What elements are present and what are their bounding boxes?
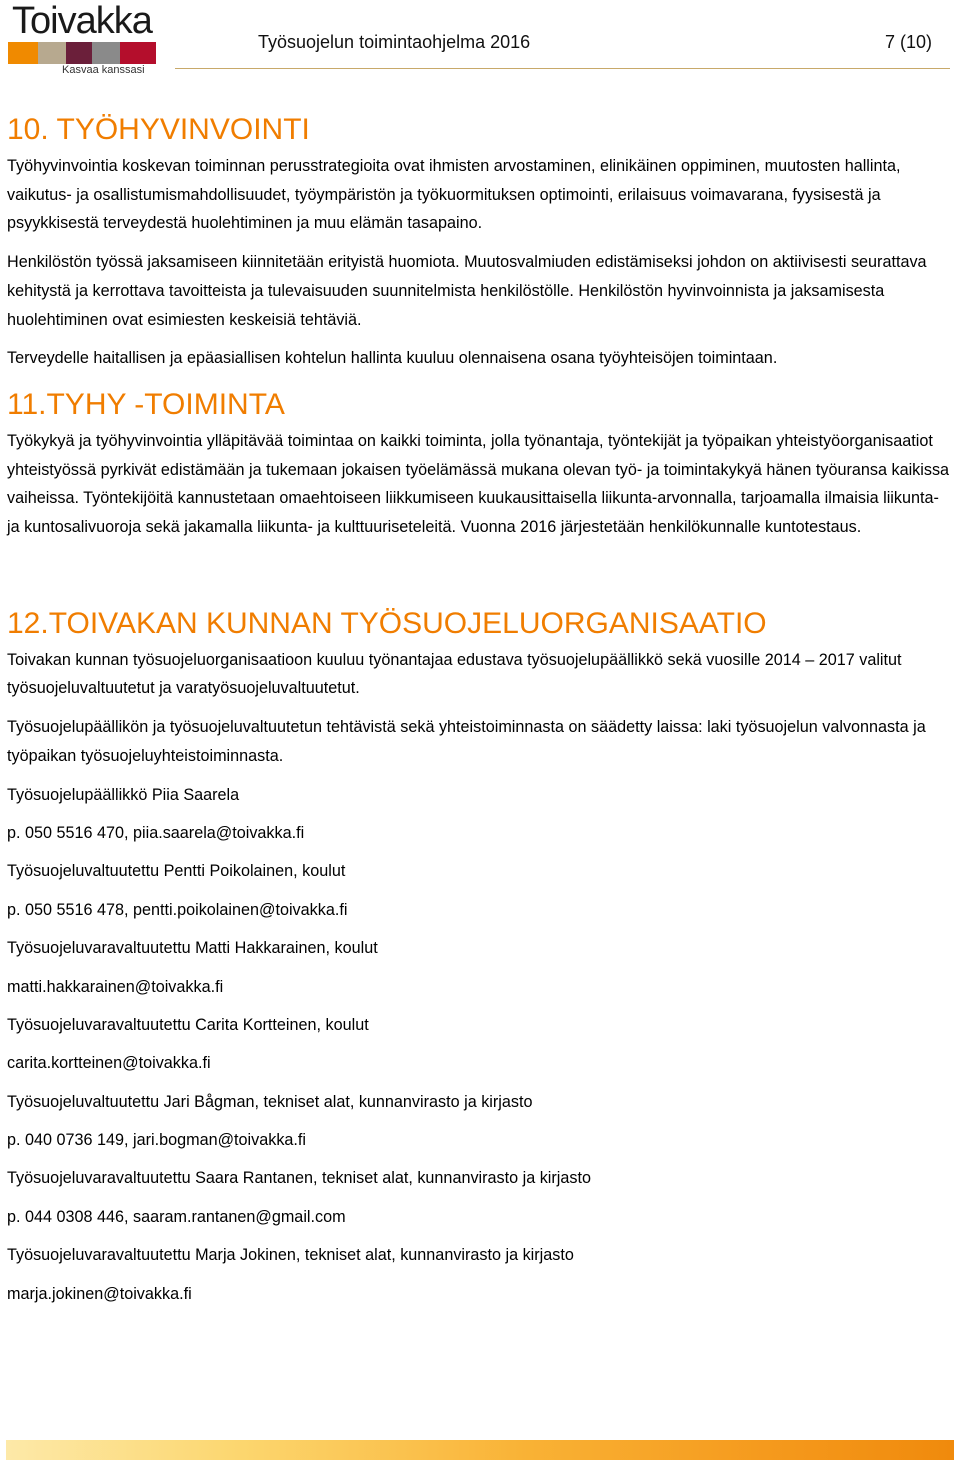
contact-line: p. 040 0736 149, jari.bogman@toivakka.fi	[7, 1131, 307, 1150]
paragraph: Henkilöstön työssä jaksamiseen kiinnitetään erityistä huomiota. Muutosvalmiuden edistämiseksi johdon on aktiivisesti seurattava kehitystä ja kerrottava tavoitteista ja tulevaisuuden suunnitelmista henkilöstölle. Henkilöstön hyvinvoinnista ja jaksamisesta huolehtiminen ovat esimiesten keskeisiä tehtäviä.	[7, 253, 927, 329]
logo-block-orange	[8, 42, 38, 64]
heading-tyosuojeluorganisaatio: 12.TOIVAKAN KUNNAN TYÖSUOJELUORGANISAATIO	[7, 606, 767, 640]
contact-line: Työsuojeluvaravaltuutettu Saara Rantanen, tekniset alat, kunnanvirasto ja kirjasto	[7, 1169, 591, 1188]
header-divider	[175, 68, 950, 69]
heading-tyohyvinvointi: 10. TYÖHYVINVOINTI	[7, 113, 310, 146]
logo-block-plum	[66, 42, 92, 64]
footer-gradient-bar	[6, 1440, 954, 1460]
paragraph: Terveydelle haitallisen ja epäasiallisen kohtelun hallinta kuuluu olennaisena osana työyhteisöjen toimintaan.	[7, 349, 778, 368]
heading-tyhy-toiminta: 11.TYHY -TOIMINTA	[7, 387, 285, 421]
contact-line: p. 044 0308 446, saaram.rantanen@gmail.com	[7, 1207, 346, 1226]
logo-block-beige	[38, 42, 66, 64]
toivakka-logo	[4, 2, 164, 76]
contact-line: Työsuojeluvaltuutettu Jari Bågman, tekniset alat, kunnanvirasto ja kirjasto	[7, 1092, 533, 1111]
paragraph: Työhyvinvointia koskevan toiminnan perusstrategioita ovat ihmisten arvostaminen, elinikäinen oppiminen, muutosten hallinta, vaikutus- ja osallistumismahdollisuudet, työympäristön ja työkuormituksen optimointi, erilaisuus voimavarana, fyysisestä ja psyykkisestä terveydestä huolehtiminen ja muu elämän tasapaino.	[7, 157, 901, 233]
contact-line: Työsuojelupäällikkö Piia Saarela	[7, 785, 240, 804]
logo-color-blocks	[8, 42, 156, 64]
contact-line: carita.kortteinen@toivakka.fi	[7, 1054, 211, 1073]
page-header	[0, 0, 960, 78]
contact-line: Työsuojeluvaravaltuutettu Carita Kortteinen, koulut	[7, 1015, 369, 1034]
contact-line: Työsuojeluvaltuutettu Pentti Poikolainen, koulut	[7, 862, 346, 881]
logo-block-grey	[92, 42, 120, 64]
document-body	[7, 110, 953, 1318]
contact-line: matti.hakkarainen@toivakka.fi	[7, 977, 224, 996]
contact-line: Työsuojeluvaravaltuutettu Marja Jokinen, tekniset alat, kunnanvirasto ja kirjasto	[7, 1246, 574, 1265]
logo-wordmark: Toivakka	[12, 0, 152, 42]
paragraph: Työsuojelupäällikön ja työsuojeluvaltuutetun tehtävistä sekä yhteistoiminnasta on säädetty laissa: laki työsuojelun valvonnasta ja työpaikan työsuojeluyhteistoiminnasta.	[7, 718, 926, 765]
contact-line: p. 050 5516 478, pentti.poikolainen@toivakka.fi	[7, 900, 348, 919]
contact-line: marja.jokinen@toivakka.fi	[7, 1284, 192, 1303]
contact-list	[7, 781, 953, 1309]
contact-line: Työsuojeluvaravaltuutettu Matti Hakkarainen, koulut	[7, 939, 378, 958]
paragraph: Työkykyä ja työhyvinvointia ylläpitävää toimintaa on kaikki toiminta, jolla työnantaja, työntekijät ja työpaikan yhteistyöorganisaatiot yhteistyössä pyrkivät edistämään ja tukemaan jokaisen työelämässä mukana olevan työ- ja toimintakykyä hänen työuransa kaikissa vaiheissa. Työntekijöitä kannustetaan omaehtoiseen liikkumiseen kuukausittaisella liikunta-arvonnalla, tarjoamalla ilmaisia liikunta- ja kuntosalivuoroja sekä jakamalla liikunta- ja kulttuuriseteleitä. Vuonna 2016 järjestetään henkilökunnalle kuntotestaus.	[7, 431, 950, 537]
paragraph: Toivakan kunnan työsuojeluorganisaatioon kuuluu työnantajaa edustava työsuojelupäällikkö sekä vuosille 2014 – 2017 valitut työsuojeluvaltuutetut ja varatyösuojeluvaltuutetut.	[7, 650, 902, 698]
page-number: 7 (10)	[884, 32, 932, 52]
document-title: Työsuojelun toimintaohjelma 2016	[258, 32, 531, 52]
logo-block-red	[120, 42, 156, 64]
logo-tagline: Kasvaa kanssasi	[62, 64, 145, 76]
contact-line: p. 050 5516 470, piia.saarela@toivakka.fi	[7, 823, 305, 842]
